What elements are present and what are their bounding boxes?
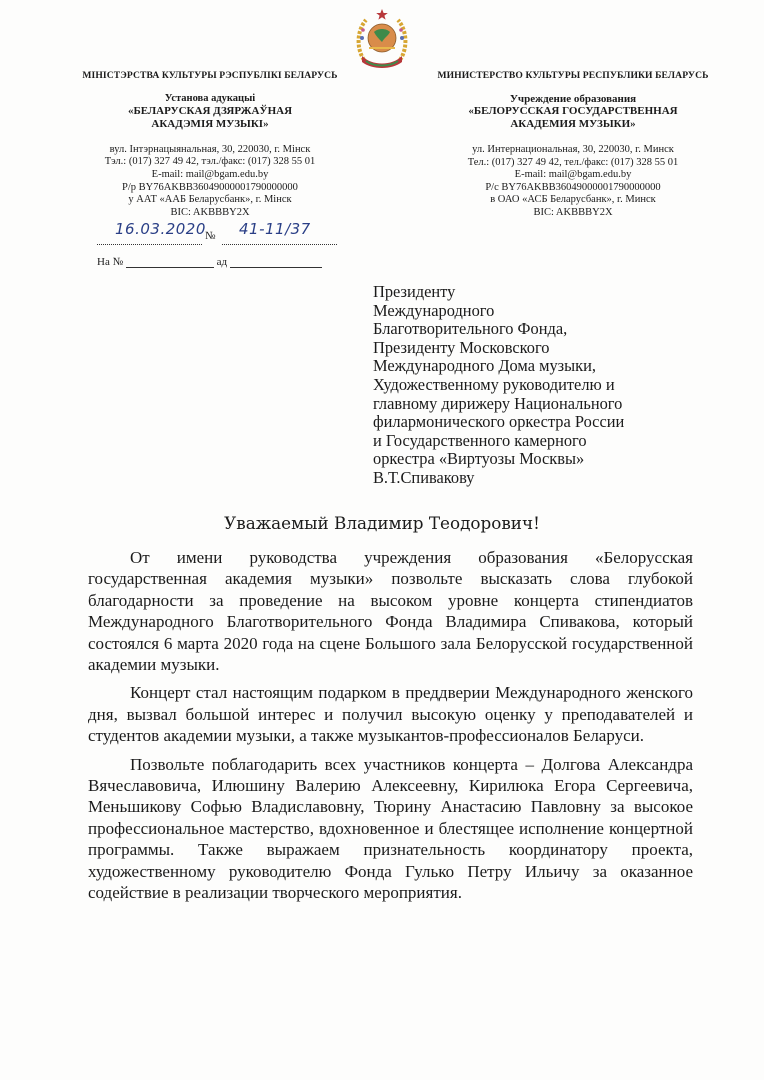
- letter-body: [88, 547, 693, 904]
- phone: Тел.: (017) 327 49 42, тел./факс: (017) 328 55 01: [467, 156, 679, 168]
- letterhead-belarusian: [70, 70, 350, 219]
- reply-reference-line: [97, 256, 322, 268]
- bank-account: Р/р BY76AKBB36049000001790000000: [122, 181, 298, 193]
- addressee-line: главному дирижеру Национального: [373, 393, 623, 413]
- belarus-coat-of-arms-icon: [352, 8, 412, 70]
- institution-name-line-2: АКАДЭМІЯ МУЗЫКІ»: [151, 117, 269, 130]
- addressee-line: Президенту: [373, 282, 456, 301]
- bic-code: BIC: AKBBBY2X: [170, 206, 250, 218]
- addressee-line: В.Т.Спивакову: [373, 467, 475, 487]
- addressee-line: оркестра «Виртуозы Москвы»: [373, 449, 585, 469]
- ministry-name: МИНИСТЕРСТВО КУЛЬТУРЫ РЕСПУБЛИКИ БЕЛАРУСЬ: [437, 70, 709, 81]
- registration-date: 16.03.2020: [115, 220, 206, 238]
- body-paragraph: Позвольте поблагодарить всех участников концерта – Долгова Александра Вячеславовича, Илюшину Валерию Алексеевну, Кирилюка Егора Сергеевича, Меньшикову Софью Владиславовну, Тюрину Анастасию Павловну за высокое профессиональное мастерство, вдохновенное и блестящее исполнение концертной программы. Также выражаем признательность координатору проекта, художественному руководителю Фонда Гулько Петру Ильичу за оказанное содействие в реализации творческого мероприятия.: [88, 754, 693, 903]
- reply-to-label: На №: [97, 256, 124, 268]
- email: E-mail: mail@bgam.edu.by: [151, 168, 269, 180]
- bank-name: у ААТ «ААБ Беларусбанк», г. Мінск: [128, 194, 292, 206]
- greeting: Уважаемый Владимир Теодорович!: [224, 513, 540, 533]
- addressee-line: Международного Дома музыки,: [373, 356, 596, 376]
- addressee-line: Международного: [373, 300, 495, 320]
- addressee-line: филармонического оркестра России: [373, 412, 625, 432]
- institution-type: Установа адукацыі: [164, 92, 256, 104]
- ministry-name: МІНІСТЭРСТВА КУЛЬТУРЫ РЭСПУБЛІКІ БЕЛАРУСЬ: [82, 70, 338, 81]
- reply-from-label: ад: [216, 256, 228, 268]
- registration-number: 41-11/37: [239, 220, 311, 238]
- institution-type: Учреждение образования: [509, 92, 637, 105]
- addressee-line: Благотворительного Фонда,: [373, 319, 568, 339]
- institution-name-line-2: АКАДЕМИЯ МУЗЫКИ»: [510, 118, 636, 131]
- addressee-line: Художественному руководителю и: [373, 374, 615, 394]
- addressee-line: и Государственного камерного: [373, 430, 587, 450]
- phone: Тэл.: (017) 327 49 42, тэл./факс: (017) 328 55 01: [104, 156, 316, 168]
- bic-code: BIC: AKBBBY2X: [533, 206, 613, 218]
- body-paragraph: Концерт стал настоящим подарком в преддверии Международного женского дня, вызвал большой интерес и получил высокую оценку у преподавателей и студентов академии музыки, а также музыкантов-профессионалов Беларуси.: [88, 683, 693, 746]
- body-paragraph: От имени руководства учреждения образования «Белорусская государственная академия музыки» позвольте высказать слова глубокой благодарности за проведение на высоком уровне концерта стипендиатов Международного Благотворительного Фонда Владимира Спивакова, который состоялся 6 марта 2020 года на сцене Большого зала Белорусской государственной академии музыки.: [88, 548, 693, 675]
- bank-account: Р/с BY76AKBB36049000001790000000: [485, 181, 661, 193]
- number-sign: №: [205, 230, 216, 242]
- email: E-mail: mail@bgam.edu.by: [514, 169, 632, 181]
- addressee-block: [373, 283, 624, 488]
- address: вул. Інтэрнацыянальная, 30, 220030, г. Мінск: [109, 143, 311, 155]
- address: ул. Интернациональная, 30, 220030, г. Минск: [472, 143, 674, 155]
- registration-line: [97, 220, 337, 246]
- addressee-line: Президенту Московского: [373, 337, 550, 357]
- bank-name: в ОАО «АСБ Беларусбанк», г. Минск: [490, 194, 656, 206]
- institution-name-line-1: «БЕЛОРУССКАЯ ГОСУДАРСТВЕННАЯ: [468, 105, 678, 118]
- letterhead-russian: [425, 70, 721, 220]
- institution-name-line-1: «БЕЛАРУСКАЯ ДЗЯРЖАЎНАЯ: [127, 105, 293, 118]
